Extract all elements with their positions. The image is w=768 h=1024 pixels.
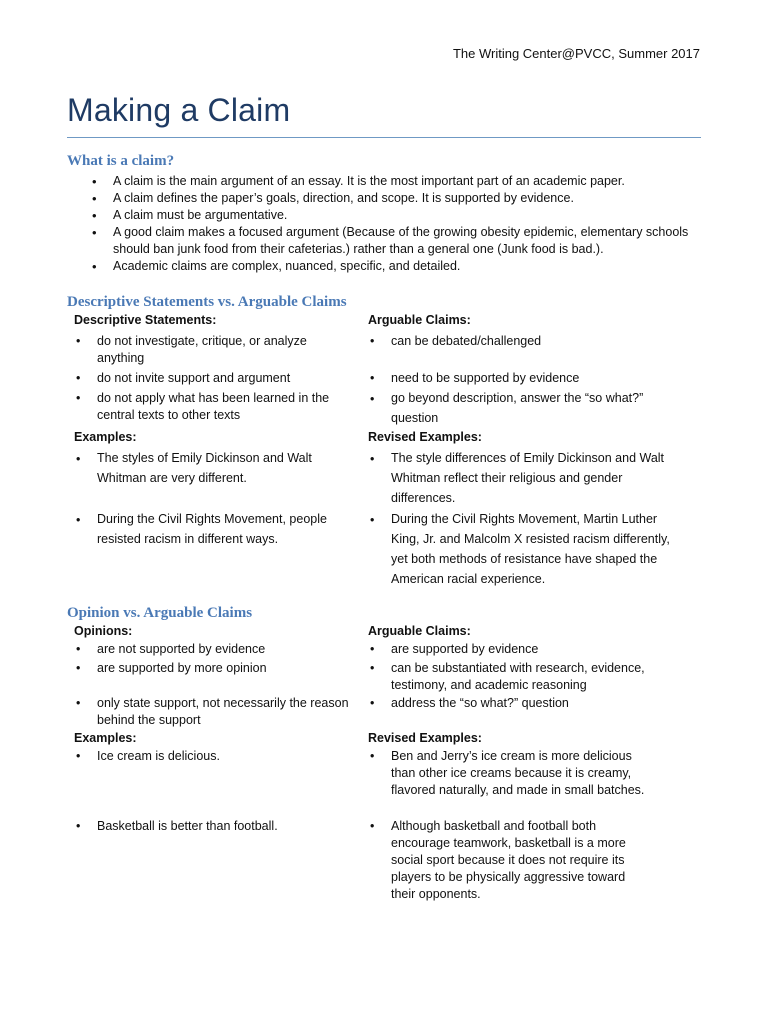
list-item: • can be substantiated with research, evidence, testimony, and academic reasoning <box>368 660 661 694</box>
list-item: • do not investigate, critique, or analyze anything <box>74 333 357 367</box>
title-divider <box>67 137 701 138</box>
list-item: • go beyond description, answer the “so what?” question <box>368 388 656 428</box>
examples-label: Examples: <box>74 430 137 444</box>
list-item: • need to be supported by evidence <box>368 370 656 387</box>
list-item: • can be debated/challenged <box>368 333 656 350</box>
arguable-claims-label: Arguable Claims: <box>368 313 471 327</box>
list-item: • Basketball is better than football. <box>74 818 347 835</box>
section-heading-descriptive-vs-arguable: Descriptive Statements vs. Arguable Claims <box>67 294 347 310</box>
revised-examples-label: Revised Examples: <box>368 430 482 444</box>
opinions-label: Opinions: <box>74 624 133 638</box>
list-item: • are not supported by evidence <box>74 641 367 658</box>
revised-examples-label: Revised Examples: <box>368 731 482 745</box>
list-item: • Although basketball and football both encourage teamwork, basketball is a more social sport because it does not require its players to be physically aggressive toward their opponents. <box>368 818 651 903</box>
list-item: • The styles of Emily Dickinson and Walt Whitman are very different. <box>74 448 347 488</box>
list-item: • are supported by evidence <box>368 641 661 658</box>
list-item: • During the Civil Rights Movement, people resisted racism in different ways. <box>74 509 347 549</box>
document-title: Making a Claim <box>67 92 291 128</box>
list-item: • Academic claims are complex, nuanced, specific, and detailed. <box>90 258 710 275</box>
list-item: • A claim defines the paper’s goals, direction, and scope. It is supported by evidence. <box>90 190 710 207</box>
list-item: • A good claim makes a focused argument (Because of the growing obesity epidemic, elementary schools should ban junk food from their cafeterias.) rather than a general one (Junk food is bad.). <box>90 224 710 258</box>
section-heading-opinion-vs-arguable: Opinion vs. Arguable Claims <box>67 605 253 621</box>
list-item: • A claim must be argumentative. <box>90 207 710 224</box>
list-item: • The style differences of Emily Dickinson and Walt Whitman reflect their religious and gender differences. <box>368 448 671 508</box>
list-item: • A claim is the main argument of an essay. It is the most important part of an academic paper. <box>90 173 710 190</box>
list-item: • do not invite support and argument <box>74 370 357 387</box>
section-heading-what-is-a-claim: What is a claim? <box>67 153 175 169</box>
list-item: • do not apply what has been learned in the central texts to other texts <box>74 390 357 424</box>
list-item: • address the “so what?” question <box>368 695 661 712</box>
list-item: • only state support, not necessarily the reason behind the support <box>74 695 367 729</box>
what-is-claim-list <box>90 173 710 275</box>
descriptive-statements-label: Descriptive Statements: <box>74 313 217 327</box>
list-item: • During the Civil Rights Movement, Martin Luther King, Jr. and Malcolm X resisted racism differently, yet both methods of resistance have shaped the American racial experience. <box>368 509 671 589</box>
examples-label: Examples: <box>74 731 137 745</box>
list-item: • Ice cream is delicious. <box>74 748 347 765</box>
arguable-claims-label: Arguable Claims: <box>368 624 471 638</box>
list-item: • Ben and Jerry’s ice cream is more delicious than other ice creams because it is creamy, flavored naturally, and made in small batches. <box>368 748 651 799</box>
header-note: The Writing Center@PVCC, Summer 2017 <box>452 46 700 61</box>
list-item: • are supported by more opinion <box>74 660 367 677</box>
